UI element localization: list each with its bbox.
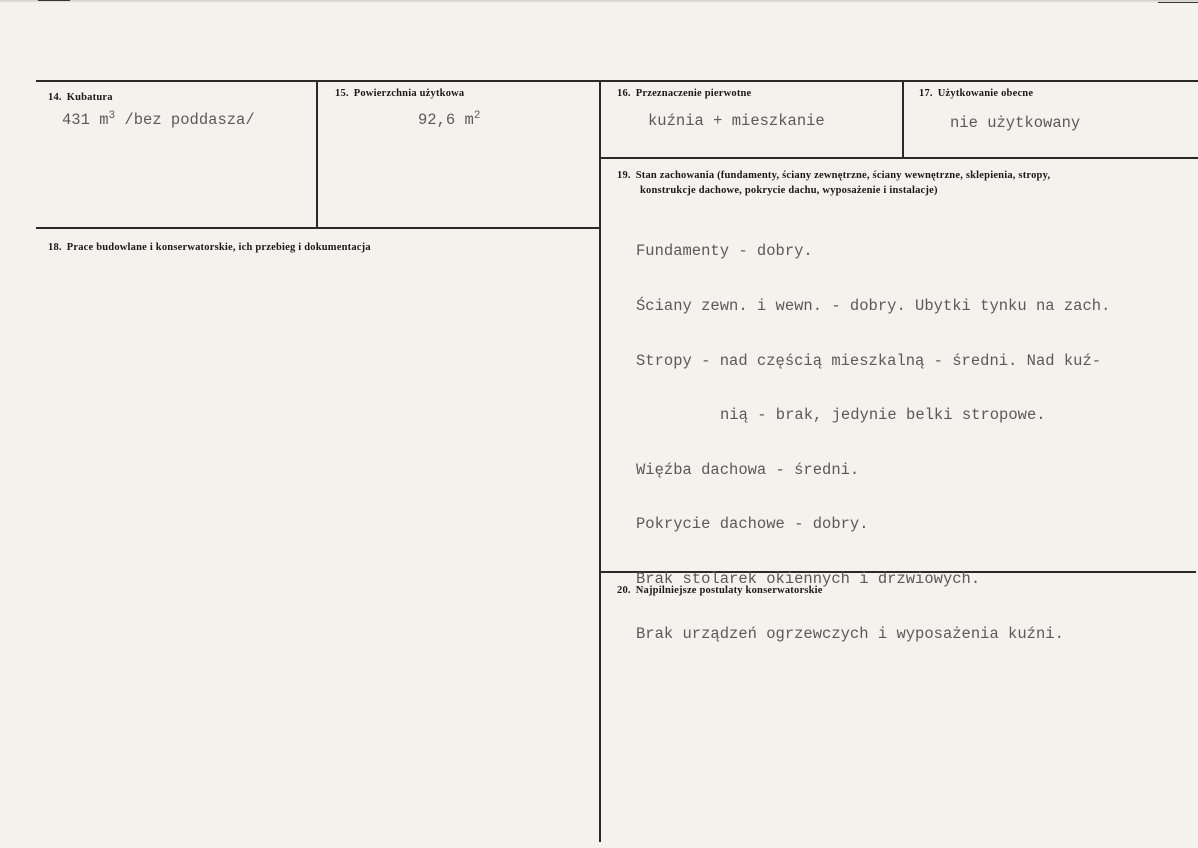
field-20-title: Najpilniejsze postulaty konserwatorskie — [635, 585, 823, 596]
field-15-value — [418, 110, 480, 129]
fold-mark-right — [1158, 2, 1198, 3]
field-16-title: Przeznaczenie pierwotne — [635, 88, 752, 99]
divider-16-17 — [902, 80, 904, 159]
stan-line-fundamenty: Fundamenty - dobry. — [636, 242, 813, 261]
field-19-title-line2: konstrukcje dachowe, pokrycie dachu, wyposażenie i instalacje) — [640, 185, 938, 196]
stan-line-wiezba: Więźba dachowa - średni. — [636, 460, 860, 479]
field-19-value — [636, 206, 1110, 679]
rule-under-16-17 — [600, 157, 1198, 159]
field-14-title: Kubatura — [66, 92, 113, 103]
field-19-number: 19. — [617, 170, 631, 181]
field-17-label — [919, 86, 1033, 101]
kubatura-note: /bez poddasza/ — [115, 111, 255, 129]
powierzchnia-value: 92,6 m — [418, 111, 474, 129]
stan-line-stropy-cont: nią - brak, jedynie belki stropowe. — [720, 406, 1046, 425]
field-16-number: 16. — [617, 88, 631, 99]
powierzchnia-unit-exponent: 2 — [473, 110, 481, 122]
rule-top — [36, 80, 1198, 82]
kubatura-value: 431 m — [62, 111, 109, 129]
field-14-label — [48, 90, 113, 105]
paper-top-edge — [0, 0, 1198, 3]
field-15-label — [335, 86, 464, 101]
stan-line-stropy: Stropy - nad częścią mieszkalną - średni. Nad kuź- — [636, 351, 1102, 370]
field-15-number: 15. — [335, 88, 349, 99]
fold-mark-left — [38, 0, 70, 1]
field-18-label — [48, 240, 371, 255]
field-20-number: 20. — [617, 585, 631, 596]
stan-line-urzadzenia: Brak urządzeń ogrzewczych i wyposażenia kuźni. — [636, 624, 1064, 643]
kubatura-unit-exponent: 3 — [108, 110, 116, 122]
divider-14-15 — [316, 80, 318, 229]
stan-line-stolarka: Brak stolarek okiennych i drzwiowych. — [636, 569, 981, 588]
field-18-number: 18. — [48, 242, 62, 253]
field-14-value — [62, 110, 255, 129]
stan-line-sciany: Ściany zewn. i wewn. - dobry. Ubytki tynku na zach. — [636, 297, 1111, 315]
field-16-label — [617, 86, 751, 101]
field-14-number: 14. — [48, 92, 62, 103]
rule-under-14-15 — [36, 227, 601, 229]
divider-center — [599, 80, 601, 842]
field-20-label — [617, 583, 823, 598]
field-17-value: nie użytkowany — [950, 114, 1081, 132]
field-18-title: Prace budowlane i konserwatorskie, ich przebieg i dokumentacja — [66, 242, 371, 253]
field-15-title: Powierzchnia użytkowa — [353, 88, 465, 99]
field-16-value: kuźnia + mieszkanie — [648, 112, 825, 130]
field-19-label — [617, 168, 1050, 198]
field-17-title: Użytkowanie obecne — [937, 88, 1034, 99]
field-19-title-line1: Stan zachowania (fundamenty, ściany zewnętrzne, ściany wewnętrzne, sklepienia, stropy, — [635, 170, 1051, 181]
stan-line-pokrycie: Pokrycie dachowe - dobry. — [636, 515, 869, 534]
field-17-number: 17. — [919, 88, 933, 99]
